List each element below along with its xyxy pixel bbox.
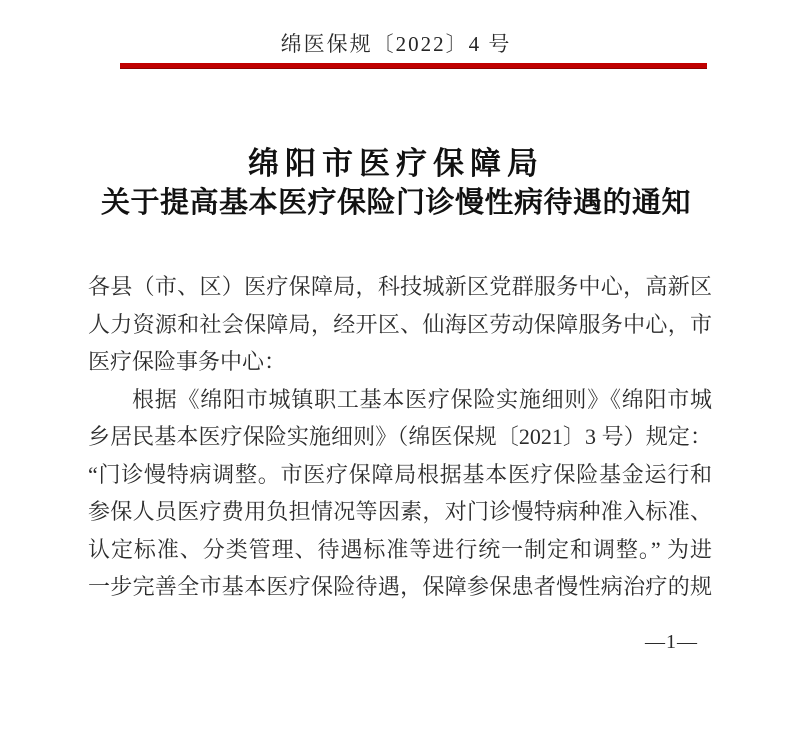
document-title-line1: 绵阳市医疗保障局 xyxy=(248,146,544,181)
body-line: “门诊慢特病调整。市医疗保障局根据基本医疗保险基金运行和 xyxy=(88,461,712,487)
page-number: —1— xyxy=(645,631,698,653)
document-title xyxy=(0,144,792,222)
body-line: 医疗保险事务中心： xyxy=(88,349,287,374)
body-line: 乡居民基本医疗保险实施细则》（绵医保规〔2021〕3 号）规定： xyxy=(88,424,712,449)
body-line: 认定标准、分类管理、待遇标准等进行统一制定和调整。” 为进 xyxy=(88,536,712,562)
body-line: 各县（市、区）医疗保障局，科技城新区党群服务中心，高新区 xyxy=(88,274,712,299)
document-title-line2: 关于提高基本医疗保险门诊慢性病待遇的通知 xyxy=(100,187,691,219)
document-number: 绵医保规〔2022〕4 号 xyxy=(280,32,512,56)
document-body xyxy=(88,268,712,606)
body-line: 参保人员医疗费用负担情况等因素，对门诊慢特病种准入标准、 xyxy=(88,499,712,524)
body-line: 根据《绵阳市城镇职工基本医疗保险实施细则》《绵阳市城 xyxy=(132,386,712,412)
body-line: 一步完善全市基本医疗保险待遇，保障参保患者慢性病治疗的规 xyxy=(88,574,712,599)
red-separator xyxy=(120,63,707,69)
body-line: 人力资源和社会保障局，经开区、仙海区劳动保障服务中心，市 xyxy=(88,311,712,337)
